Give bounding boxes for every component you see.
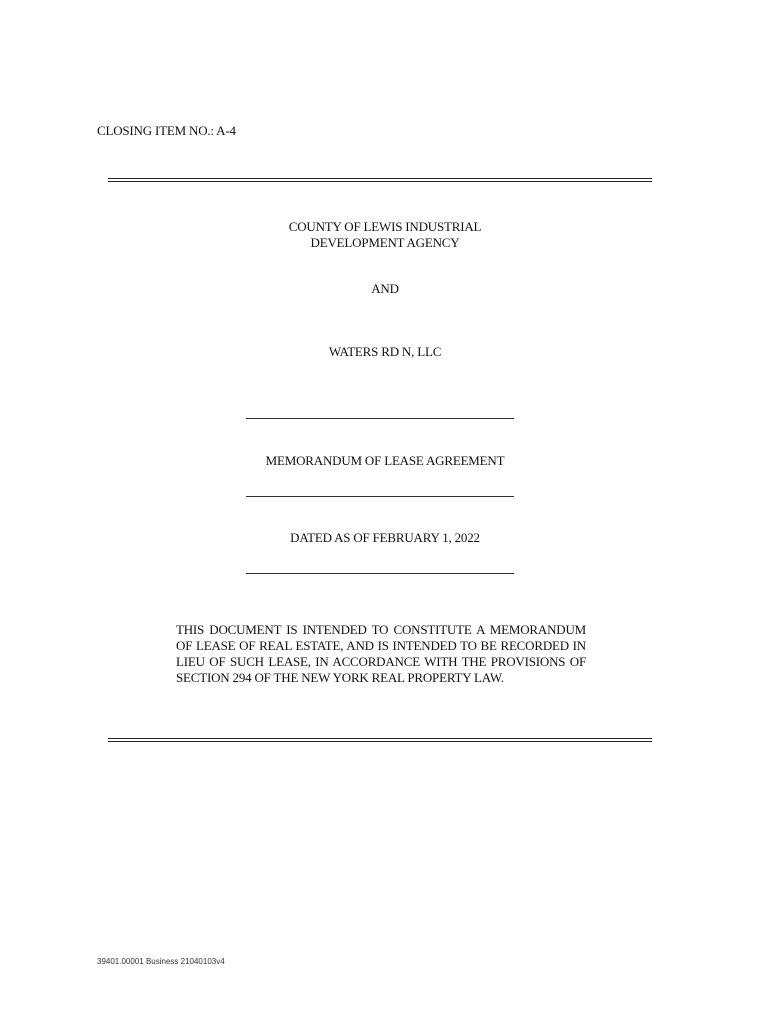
bottom-rule-lower: [108, 741, 652, 742]
closing-item-number: CLOSING ITEM NO.: A-4: [97, 123, 236, 138]
document-date: DATED AS OF FEBRUARY 1, 2022: [290, 530, 480, 545]
recording-notice: THIS DOCUMENT IS INTENDED TO CONSTITUTE A MEMORANDUM OF LEASE OF REAL ESTATE, AND IS INTENDED TO BE RECORDED IN LIEU OF SUCH LEASE, IN ACCORDANCE WITH THE PROVISIONS OF SECTION 294 OF THE NEW YORK REAL PROPERTY LAW.: [176, 622, 586, 685]
bottom-rule-upper: [108, 738, 652, 739]
party2-name: WATERS RD N, LLC: [328, 344, 442, 359]
party1-name-line2: DEVELOPMENT AGENCY: [310, 235, 460, 250]
footer-document-id: 39401.00001 Business 21040103v4: [97, 957, 225, 966]
divider-below-date: [246, 573, 514, 574]
party1-name-line1: COUNTY OF LEWIS INDUSTRIAL: [288, 219, 482, 234]
divider-below-title: [246, 496, 514, 497]
divider-above-title: [246, 418, 514, 419]
document-title: MEMORANDUM OF LEASE AGREEMENT: [265, 453, 505, 468]
top-rule-upper: [108, 178, 652, 179]
top-rule-lower: [108, 181, 652, 182]
conjunction-and: AND: [371, 281, 399, 296]
